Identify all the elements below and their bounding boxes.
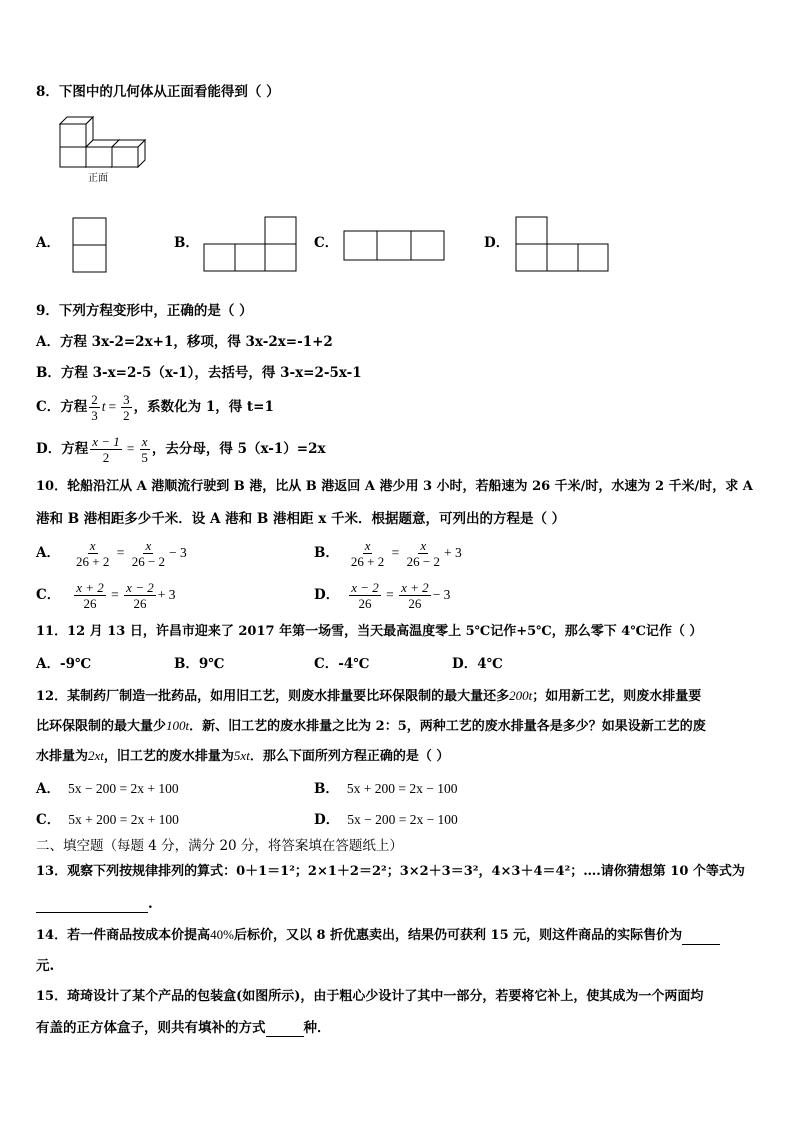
q10-c-frac-2 (124, 580, 156, 611)
q10-stem-line1: 10．轮船沿江从 A 港顺流行驶到 B 港，比从 B 港返回 A 港少用 3 小时，若船速为 26 千米/时，水速为 2 千米/时，求 A (36, 479, 753, 494)
q12-d-label: D． (314, 812, 340, 828)
q10-b-frac-2 (405, 538, 442, 569)
q9-stem: 9．下列方程变形中，正确的是（ ） (36, 303, 253, 319)
q13-blank[interactable] (36, 898, 148, 913)
q12-l3-math2: 5xt (233, 748, 250, 763)
q12-l1-a: 12．某制药厂制造一批药品，如用旧工艺，则废水排量要比环保限制的最大量还多 (36, 689, 510, 704)
q10-b-n2: x (420, 538, 427, 553)
q10-d-n1: x − 2 (351, 580, 379, 595)
q9-c-prefix: C．方程 (36, 399, 88, 415)
q10-c-n2: x − 2 (126, 580, 154, 595)
q10-d-frac-1 (349, 580, 381, 611)
q10-d-d2: 26 (408, 596, 422, 611)
q9-d-f2-num: x (141, 434, 148, 449)
q10-b-tail: + 3 (443, 545, 462, 560)
q12-l2-a: 比环保限制的最大量少 (36, 719, 167, 734)
q8-option-c-label: C． (314, 235, 339, 251)
q9-d-fraction-1 (90, 434, 122, 465)
q9-c-f1-num: 2 (91, 392, 98, 407)
q12-c-label: C． (36, 812, 61, 828)
q9-c-eq: = (108, 399, 117, 414)
q10-b-label: B． (314, 545, 339, 561)
q10-d-label: D． (314, 587, 340, 603)
q8-option-d-label: D． (484, 235, 510, 251)
front-view-label: 正面 (88, 173, 108, 184)
q12-b-label: B． (314, 781, 339, 797)
q11-stem: 11．12 月 13 日，许昌市迎来了 2017 年第一场雪，当天最高温度零上 5℃记作+5℃，那么零下 4℃记作（ ） (36, 624, 703, 639)
q12-l3-b: ，旧工艺的废水排量为 (103, 749, 234, 764)
q8-option-d-shape (515, 216, 611, 274)
q9-d-f1-num: x − 1 (92, 434, 120, 449)
q10-option-b: B． $\frac{x}{26 + 2}$ = $\frac{x}{26 - 2}$ + 3 (314, 538, 462, 569)
section-heading: 二、填空题（每题 4 分，满分 20 分，将答案填在答题纸上） (36, 838, 403, 854)
q10-c-d2: 26 (133, 596, 147, 611)
q10-c-tail: + 3 (157, 587, 176, 602)
q10-a-d2: 26 − 2 (131, 554, 166, 569)
q12-stem-line1 (36, 687, 701, 706)
q14-stem-line2: 元. (36, 958, 55, 974)
q10-b-n1: x (364, 538, 371, 553)
q10-a-frac-2 (130, 538, 167, 569)
q12-l1-b: ；如用新工艺，则废水排量要 (532, 689, 702, 704)
q10-a-d1: 26 + 2 (75, 554, 110, 569)
q11-option-b: B．9℃ (174, 656, 225, 672)
q10-b-frac-1 (349, 538, 386, 569)
q15-stem-line2 (36, 1019, 331, 1037)
q14-l1-b: 后标价，又以 8 折优惠卖出，结果仍可获利 15 元，则这件商品的实际售价为 (233, 928, 683, 943)
q10-option-a: A． $\frac{x}{26 + 2}$ = $\frac{x}{26 - 2}$ − 3 (36, 538, 187, 569)
q10-b-d1: 26 + 2 (350, 554, 385, 569)
q10-d-frac-2 (399, 580, 431, 611)
q12-l3-math1: 2xt (88, 748, 104, 763)
q14-blank[interactable] (682, 930, 720, 945)
q10-d-d1: 26 (358, 596, 372, 611)
q12-a-eq: 5x − 200 = 2x + 100 (67, 781, 179, 796)
q9-c-fraction-1 (89, 392, 100, 423)
q10-option-d: D． $\frac{x - 2}{26}$ = $\frac{x + 2}{26}$ − 3 (314, 580, 451, 611)
q13-stem: 13．观察下列按规律排列的算式：0＋1＝1²；2×1＋2＝2²；3×2＋3＝3²，4×3＋4＝4²；….请你猜想第 10 个等式为 (36, 864, 745, 879)
q13-answer-line (36, 895, 153, 913)
q8-option-b-shape (203, 216, 299, 274)
q9-d-suffix: ，去分母，得 5（x-1）=2x (151, 441, 326, 457)
q9-option-a: A．方程 3x-2=2x+1，移项，得 3x-2x=-1+2 (36, 334, 333, 350)
q15-l2-a: 有盖的正方体盒子，则共有填补的方式 (36, 1020, 266, 1036)
q8-solid-figure (60, 116, 160, 168)
q15-blank[interactable] (266, 1022, 304, 1037)
q9-d-fraction-2 (139, 434, 150, 465)
q10-a-label: A． (36, 545, 60, 561)
q10-c-frac-1 (74, 580, 106, 611)
q12-option-c (36, 811, 179, 829)
q9-c-var: t (101, 399, 106, 414)
q10-d-n2: x + 2 (401, 580, 429, 595)
q10-a-n2: x (145, 538, 152, 553)
q9-d-f2-den: 5 (141, 450, 148, 465)
q10-a-frac-1 (74, 538, 111, 569)
q11-option-d: D．4℃ (452, 656, 503, 672)
q12-d-eq: 5x − 200 = 2x − 100 (347, 812, 458, 827)
q10-a-tail: − 3 (169, 545, 187, 560)
q11-option-a: A．-9℃ (36, 656, 92, 672)
q9-d-prefix: D．方程 (36, 441, 89, 457)
q9-c-f2-num: 3 (123, 392, 130, 407)
q9-c-suffix: ，系数化为 1，得 t=1 (133, 399, 274, 415)
q12-l1-math: 200t (509, 688, 533, 703)
q9-c-f2-den: 2 (123, 408, 130, 423)
q10-stem-line2: 港和 B 港相距多少千米．设 A 港和 B 港相距 x 千米．根据题意，可列出的方程是（ ） (36, 511, 566, 527)
q10-c-label: C． (36, 587, 61, 603)
q12-l2-math: 100t (166, 718, 190, 733)
q11-option-c: C．-4℃ (314, 656, 370, 672)
q12-l3-c: ．那么下面所列方程正确的是（ ） (249, 749, 450, 764)
q10-option-c: C． $\frac{x + 2}{26}$ = $\frac{x - 2}{26}$ + 3 (36, 580, 176, 611)
q8-option-a-label: A． (36, 235, 60, 251)
q9-option-d (36, 434, 326, 465)
q9-option-b: B．方程 3-x=2-5（x-1），去括号，得 3-x=2-5x-1 (36, 365, 362, 381)
q10-c-d1: 26 (83, 596, 97, 611)
q12-option-a (36, 780, 179, 798)
q10-b-d2: 26 − 2 (406, 554, 440, 569)
q15-l2-b: 种． (303, 1020, 331, 1036)
q10-a-n1: x (89, 538, 96, 553)
q12-l2-b: ．新、旧工艺的废水排量之比为 2：5，两种工艺的废水排量各是多少？如果设新工艺的废 (189, 719, 706, 734)
q9-d-f1-den: 2 (102, 450, 110, 465)
q12-option-b (314, 780, 458, 798)
q12-stem-line3 (36, 747, 449, 766)
q10-d-tail: − 3 (432, 587, 451, 602)
q12-stem-line2 (36, 717, 706, 736)
q9-option-c (36, 392, 274, 423)
q10-c-n1: x + 2 (76, 580, 104, 595)
q9-c-f1-den: 3 (91, 408, 98, 423)
q13-tail: . (148, 896, 153, 912)
q9-d-eq: = (126, 441, 135, 456)
q14-l1-math: 40% (210, 927, 234, 942)
q12-a-label: A． (36, 781, 60, 797)
q8-option-b-label: B． (174, 235, 199, 251)
q12-b-eq: 5x + 200 = 2x − 100 (346, 781, 458, 796)
q8-option-a-shape (72, 217, 108, 275)
q14-stem-line1 (36, 926, 720, 945)
q12-option-d (314, 811, 458, 829)
q12-c-eq: 5x + 200 = 2x + 100 (68, 812, 179, 827)
q9-c-fraction-2 (121, 392, 132, 423)
q14-l1-a: 14．若一件商品按成本价提高 (36, 928, 211, 943)
q8-stem: 8．下图中的几何体从正面看能得到（ ） (36, 84, 280, 100)
q8-option-c-shape (343, 230, 447, 262)
q12-l3-a: 水排量为 (36, 749, 89, 764)
q15-stem-line1: 15．琦琦设计了某个产品的包装盒(如图所示)，由于粗心少设计了其中一部分，若要将它补上，使其成为一个两面均 (36, 989, 704, 1004)
